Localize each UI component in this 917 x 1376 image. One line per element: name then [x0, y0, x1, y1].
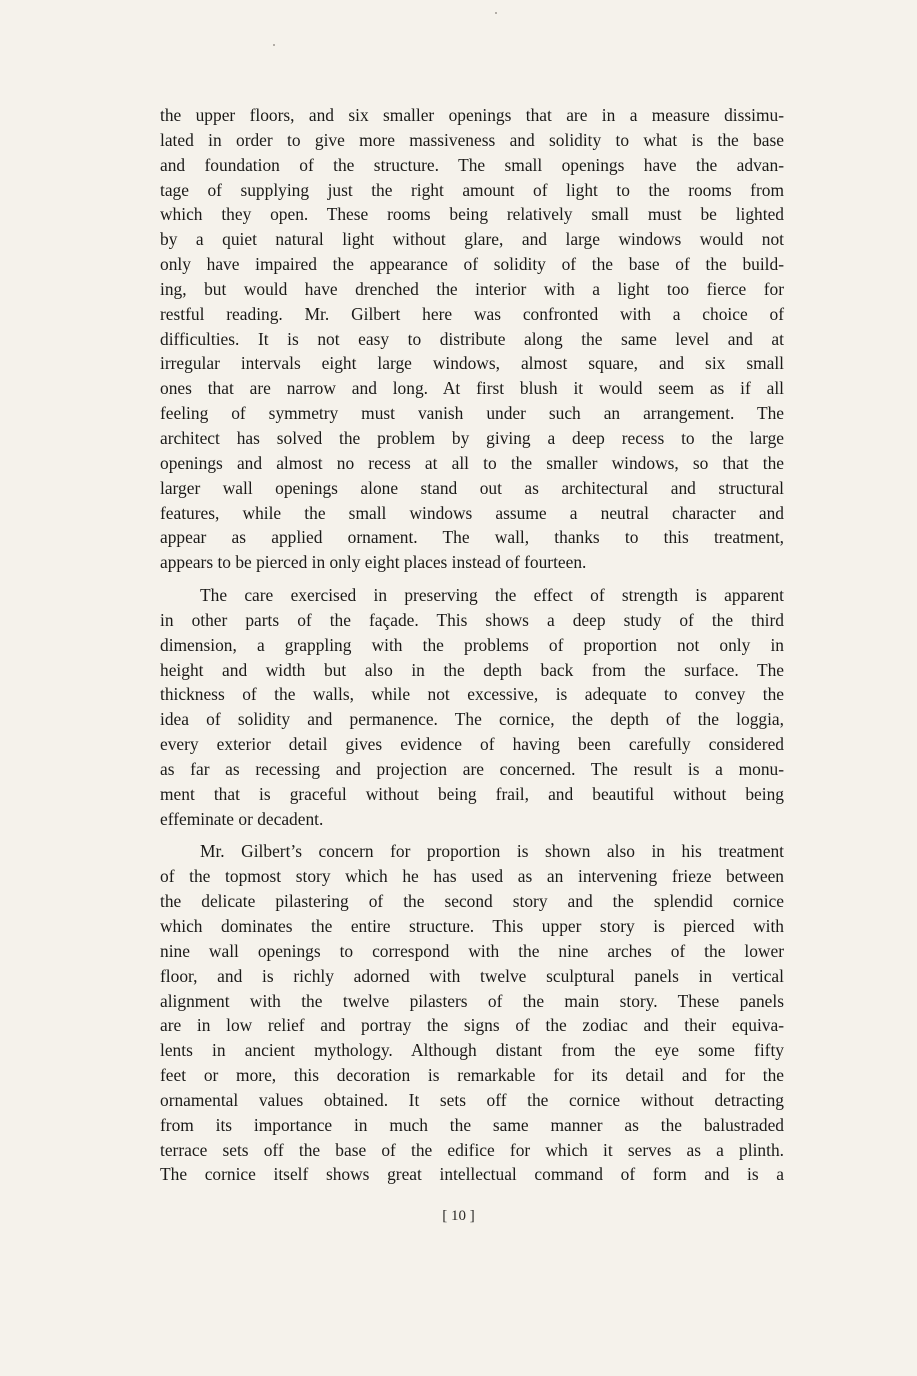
text-line: of the topmost story which he has used as an intervening frieze between: [160, 866, 784, 887]
text-line: ones that are narrow and long. At first blush it would seem as if all: [160, 378, 784, 399]
paragraph: [160, 103, 784, 575]
text-line: feeling of symmetry must vanish under such an arrangement. The: [160, 403, 784, 424]
text-line: the upper floors, and six smaller openings that are in a measure dissimu-: [160, 105, 784, 125]
text-line: idea of solidity and permanence. The cornice, the depth of the loggia,: [160, 709, 784, 730]
text-line: irregular intervals eight large windows, almost square, and six small: [160, 353, 784, 374]
body-text: [160, 103, 784, 1187]
paragraph: [160, 839, 784, 1187]
text-line: alignment with the twelve pilasters of the main story. These panels: [160, 990, 784, 1011]
text-line: the delicate pilastering of the second story and the splendid cornice: [160, 891, 784, 912]
text-line: feet or more, this decoration is remarkable for its detail and for the: [160, 1065, 784, 1086]
paragraph: [160, 583, 784, 831]
text-line: effeminate or decadent.: [160, 808, 324, 829]
text-line: ornamental values obtained. It sets off the cornice without detracting: [160, 1089, 784, 1110]
text-line: The care exercised in preserving the effect of strength is apparent: [200, 585, 784, 606]
text-line: terrace sets off the base of the edifice for which it serves as a plinth.: [160, 1139, 784, 1160]
text-line: floor, and is richly adorned with twelve sculptural panels in vertical: [160, 965, 784, 986]
text-line: height and width but also in the depth back from the surface. The: [160, 659, 784, 680]
paper-speck: [495, 12, 497, 14]
text-line: tage of supplying just the right amount of light to the rooms from: [160, 179, 784, 200]
text-line: thickness of the walls, while not excessive, is adequate to convey the: [160, 684, 784, 705]
text-line: and foundation of the structure. The small openings have the advan-: [160, 154, 784, 175]
text-line: by a quiet natural light without glare, and large windows would not: [160, 229, 784, 250]
text-line: Mr. Gilbert’s concern for proportion is shown also in his treatment: [200, 841, 784, 862]
text-line: architect has solved the problem by giving a deep recess to the large: [160, 427, 784, 448]
text-line: nine wall openings to correspond with the nine arches of the lower: [160, 940, 784, 961]
text-line: The cornice itself shows great intellectual command of form and is a: [160, 1164, 784, 1185]
text-line: appears to be pierced in only eight places instead of fourteen.: [160, 552, 587, 573]
text-line: lents in ancient mythology. Although distant from the eye some fifty: [160, 1040, 784, 1061]
text-line: appear as applied ornament. The wall, thanks to this treatment,: [160, 527, 784, 548]
text-line: as far as recessing and projection are concerned. The result is a monu-: [160, 758, 784, 779]
text-line: which they open. These rooms being relatively small must be lighted: [160, 204, 784, 225]
text-line: openings and almost no recess at all to the smaller windows, so that the: [160, 452, 784, 473]
text-line: which dominates the entire structure. This upper story is pierced with: [160, 916, 784, 936]
text-line: from its importance in much the same manner as the balustraded: [160, 1114, 784, 1135]
text-line: lated in order to give more massiveness and solidity to what is the base: [160, 129, 784, 150]
paper-speck: [273, 44, 275, 46]
text-line: ment that is graceful without being frail, and beautiful without being: [160, 783, 784, 804]
text-line: difficulties. It is not easy to distribute along the same level and at: [160, 328, 784, 349]
text-line: only have impaired the appearance of solidity of the base of the build-: [160, 254, 784, 275]
text-line: every exterior detail gives evidence of having been carefully considered: [160, 734, 784, 755]
text-line: dimension, a grappling with the problems of proportion not only in: [160, 634, 784, 655]
text-line: ing, but would have drenched the interior with a light too fierce for: [160, 278, 784, 299]
text-line: features, while the small windows assume a neutral character and: [160, 502, 784, 523]
text-line: in other parts of the façade. This shows a deep study of the third: [160, 609, 784, 630]
page-number: [ 10 ]: [442, 1208, 475, 1224]
text-line: restful reading. Mr. Gilbert here was confronted with a choice of: [160, 303, 784, 324]
text-line: are in low relief and portray the signs of the zodiac and their equiva-: [160, 1015, 784, 1036]
text-line: larger wall openings alone stand out as architectural and structural: [160, 477, 784, 498]
